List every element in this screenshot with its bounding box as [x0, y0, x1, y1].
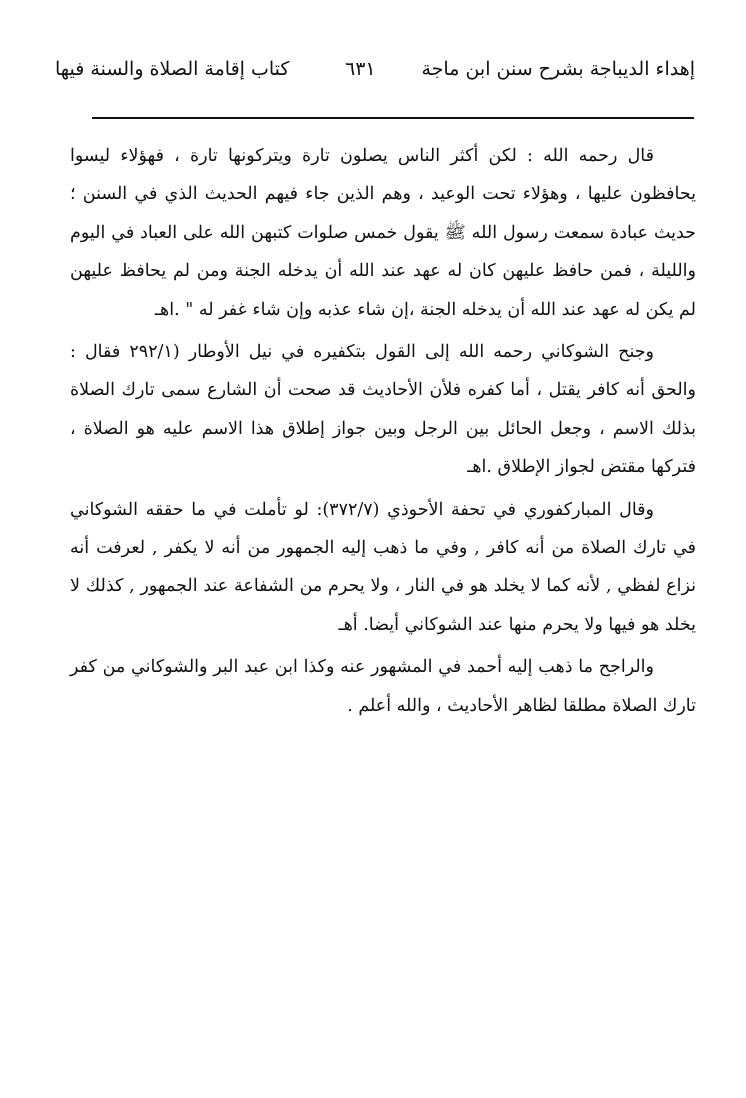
header-divider [92, 117, 694, 119]
paragraph-mubarakfuri: وقال المباركفوري في تحفة الأحوذي (٣٧٢/٧): لو تأملت في ما حققه الشوكاني في تارك الصلاة من أنه كافر , وفي ما ذهب إليه الجمهور من أنه لا يكفر , لعرفت أنه نزاع لفظي , لأنه كما لا يخلد هو في النار ، ولا يحرم من الشفاعة عند الجمهور , كذلك لا يخلد هو فيها ولا يحرم منها عند الشوكاني أيضا. أهـ [70, 499, 696, 635]
book-title: إهداء الديباجة بشرح سنن ابن ماجة [421, 58, 695, 80]
chapter-title: كتاب إقامة الصلاة والسنة فيها [55, 58, 290, 80]
paragraph-ibn-taymiyyah: قال رحمه الله : لكن أكثر الناس يصلون تارة ويتركونها تارة ، فهؤلاء ليسوا يحافظون عليها ، وهؤلاء تحت الوعيد ، وهم الذين جاء فيهم الحديث الذي في السنن ؛ حديث عبادة سمعت رسول الله ﷺ يقول خمس صلوات كتبهن الله على العباد في اليوم والليلة ، فمن حافظ عليهن كان له عهد عند الله أن يدخله الجنة ومن لم يحافظ عليهن لم يكن له عهد عند الله أن يدخله الجنة ،إن شاء عذبه وإن شاء غفر له " .اهـ [70, 146, 696, 320]
running-header [55, 52, 695, 86]
paragraph-shawkani: وجنح الشوكاني رحمه الله إلى القول بتكفيره في نيل الأوطار (٢٩٢/١ فقال : والحق أنه كافر يقتل ، أما كفره فلأن الأحاديث قد صحت أن الشارع سمى تارك الصلاة بذلك الاسم ، وجعل الحائل بين الرجل وبين جواز إطلاق هذا الاسم عليه هو الصلاة ، فتركها مقتض لجواز الإطلاق .اهـ [70, 342, 696, 478]
page-number: ٦٣١ [345, 58, 376, 80]
page-body [70, 137, 696, 725]
paragraph-conclusion: والراجح ما ذهب إليه أحمد في المشهور عنه وكذا ابن عبد البر والشوكاني من كفر تارك الصلاة مطلقا لظاهر الأحاديث ، والله أعلم . [70, 657, 696, 716]
